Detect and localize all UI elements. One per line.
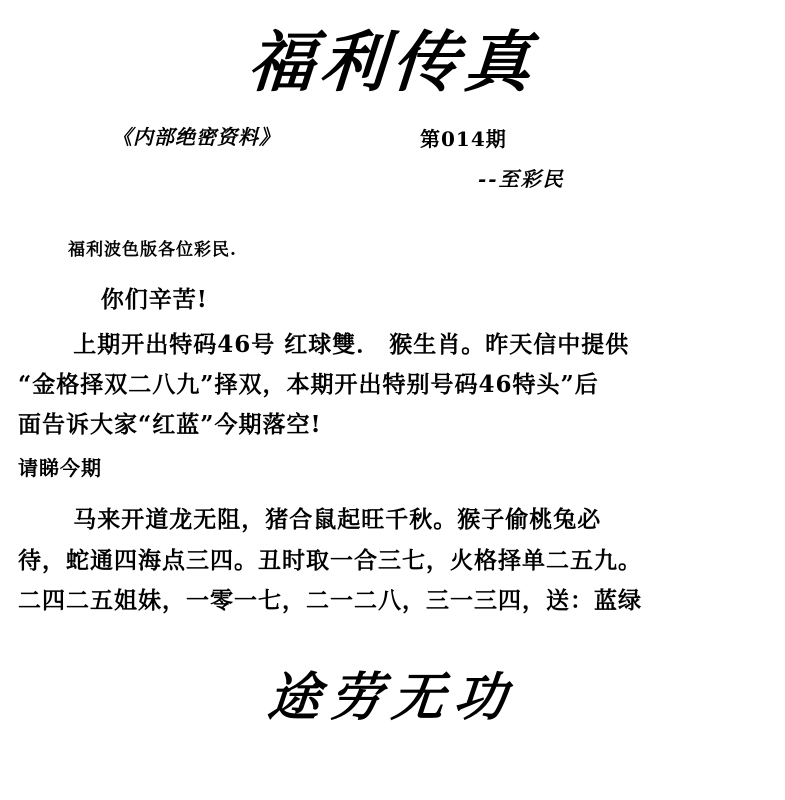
document-subtitle: 《内部绝密资料》 [112,125,280,150]
dedication-line: --至彩民 [478,167,565,192]
page-title: 福利传真 [245,23,540,101]
body-paragraph-2: “金格择双二八九”择双，本期开出特别号码46特头”后 [18,370,599,398]
verse-line-3: 二四二五姐妹，一零一七，二一二八，三一三四，送：蓝绿 [18,586,642,614]
footer-slogan: 途劳无功 [265,667,519,729]
request-line: 请睇今期 [18,456,102,481]
document-body [18,280,767,621]
body-paragraph-1: 上期开出特码46号 红球雙． 猴生肖。昨天信中提供 [73,330,630,358]
document-page [0,23,785,800]
header-meta-row [0,121,785,192]
salutation-line: 福利波色版各位彩民. [68,240,237,261]
verse-line-2: 待，蛇通四海点三四。丑时取一合三七，火格择单二五九。 [18,546,642,574]
greeting-line: 你们辛苦! [100,286,208,314]
issue-number: 第014期 [420,127,507,152]
body-paragraph-3: 面告诉大家“红蓝”今期落空! [18,411,322,439]
verse-line-1: 马来开道龙无阻，猪合鼠起旺千秋。猴子偷桃兔必 [73,506,602,534]
